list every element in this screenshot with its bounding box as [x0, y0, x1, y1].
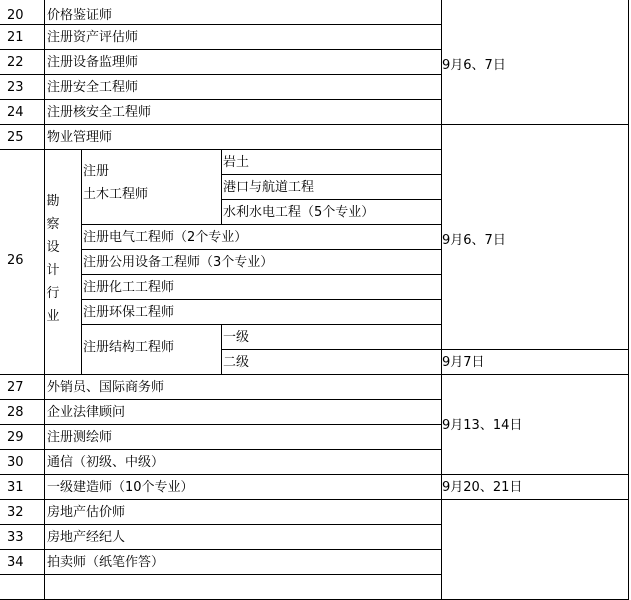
exam-name: 外销员、国际商务师 [47, 380, 165, 395]
row-number-cell [0, 374, 45, 400]
chemical-engineer-label: 注册化工工程师 [83, 280, 175, 295]
row-number: 32 [7, 505, 24, 520]
structural-level-label: 一级 [223, 330, 250, 345]
row-number: 29 [7, 430, 24, 445]
civil-engineer-label-line2: 土木工程师 [83, 187, 149, 202]
row-number-cell [0, 99, 45, 125]
exam-name: 一级建造师（10个专业） [47, 480, 194, 495]
row-number: 22 [7, 55, 24, 70]
structural-engineer-cell [81, 324, 222, 375]
survey-category-cell [44, 149, 82, 375]
exam-name-cell [44, 124, 442, 150]
row-number-cell [0, 74, 45, 100]
exam-date: 9月7日 [442, 355, 485, 370]
exam-date: 9月6、7日 [442, 233, 506, 248]
exam-date-cell [441, 0, 629, 125]
exam-name-cell [44, 74, 442, 100]
row-number: 20 [7, 8, 24, 23]
row-number-cell [0, 574, 45, 600]
row-number-cell [0, 149, 45, 375]
exam-date: 9月20、21日 [442, 480, 523, 495]
row-number-cell [0, 49, 45, 75]
civil-sub-cell [221, 174, 442, 200]
row-number: 26 [7, 253, 24, 268]
environmental-engineer-label: 注册环保工程师 [83, 305, 175, 320]
exam-date-cell [441, 474, 629, 500]
exam-name: 企业法律顾问 [47, 405, 126, 420]
row-number: 21 [7, 30, 24, 45]
civil-engineer-label-line1: 注册 [83, 164, 110, 179]
exam-name: 价格鉴证师 [47, 8, 113, 23]
row-number: 25 [7, 130, 24, 145]
electrical-engineer-cell [81, 224, 442, 250]
exam-name-cell [44, 424, 442, 450]
exam-date-cell [441, 349, 629, 375]
exam-date-cell [441, 124, 629, 350]
exam-name-cell [44, 399, 442, 425]
exam-name: 注册设备监理师 [47, 55, 139, 70]
exam-name: 拍卖师（纸笔作答） [47, 555, 165, 570]
environmental-engineer-cell [81, 299, 442, 325]
exam-name: 物业管理师 [47, 130, 113, 145]
exam-name-cell [44, 99, 442, 125]
row-number-cell [0, 0, 45, 25]
exam-name-cell [44, 49, 442, 75]
row-number: 28 [7, 405, 24, 420]
row-number-cell [0, 474, 45, 500]
exam-name-cell [44, 449, 442, 475]
electrical-engineer-label: 注册电气工程师（2个专业） [83, 230, 248, 245]
exam-date: 9月6、7日 [442, 58, 506, 73]
exam-name-cell [44, 499, 442, 525]
row-number-cell [0, 399, 45, 425]
exam-name: 注册安全工程师 [47, 80, 139, 95]
exam-name: 通信（初级、中级） [47, 455, 165, 470]
exam-name: 注册资产评估师 [47, 30, 139, 45]
row-number: 33 [7, 530, 24, 545]
exam-date-cell [441, 374, 629, 475]
row-number-cell [0, 424, 45, 450]
exam-date: 9月13、14日 [442, 418, 523, 433]
utility-engineer-cell [81, 249, 442, 275]
civil-sub-label: 岩土 [223, 155, 250, 170]
row-number: 23 [7, 80, 24, 95]
exam-name: 注册核安全工程师 [47, 105, 152, 120]
row-number-cell [0, 549, 45, 575]
chemical-engineer-cell [81, 274, 442, 300]
row-number: 30 [7, 455, 24, 470]
civil-engineer-cell [81, 149, 222, 225]
row-number-cell [0, 449, 45, 475]
survey-category-label: 勘察设计行业 [46, 194, 60, 324]
exam-name-cell [44, 24, 442, 50]
structural-level-label: 二级 [223, 355, 250, 370]
civil-sub-label: 港口与航道工程 [223, 180, 315, 195]
exam-date-cell [441, 499, 629, 600]
row-number-cell [0, 524, 45, 550]
row-number-cell [0, 124, 45, 150]
row-number: 24 [7, 105, 24, 120]
exam-name-cell [44, 474, 442, 500]
exam-name-cell [44, 374, 442, 400]
exam-name: 房地产估价师 [47, 505, 126, 520]
civil-sub-cell [221, 149, 442, 175]
row-number: 27 [7, 380, 24, 395]
exam-name-cell [44, 524, 442, 550]
civil-sub-cell [221, 199, 442, 225]
exam-name-cell [44, 574, 442, 600]
exam-name: 注册测绘师 [47, 430, 113, 445]
civil-sub-label: 水利水电工程（5个专业） [223, 205, 375, 220]
structural-level-cell [221, 349, 442, 375]
structural-level-cell [221, 324, 442, 350]
exam-name-cell [44, 549, 442, 575]
utility-engineer-label: 注册公用设备工程师（3个专业） [83, 255, 274, 270]
row-number-cell [0, 499, 45, 525]
exam-name: 房地产经纪人 [47, 530, 126, 545]
row-number: 34 [7, 555, 24, 570]
structural-engineer-label: 注册结构工程师 [83, 340, 175, 355]
row-number: 31 [7, 480, 24, 495]
row-number-cell [0, 24, 45, 50]
exam-name-cell [44, 0, 442, 25]
